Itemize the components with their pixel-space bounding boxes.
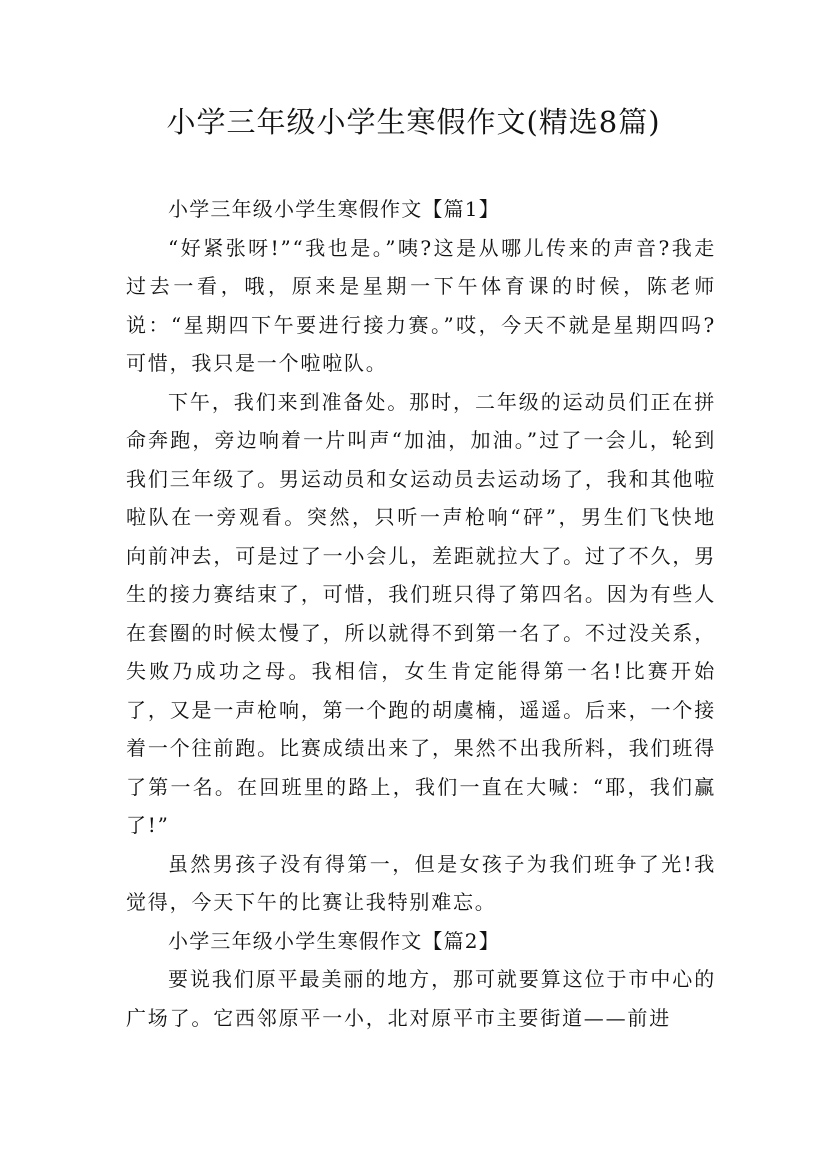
document-body [126, 190, 716, 1037]
paragraph: 下午，我们来到准备处。那时，二年级的运动员们正在拼命奔跑，旁边响着一片叫声“加油，加油。”过了一会儿，轮到我们三年级了。男运动员和女运动员去运动场了，我和其他啦啦队在一旁观看。突然，只听一声枪响“砰”，男生们飞快地向前冲去，可是过了一小会儿，差距就拉大了。过了不久，男生的接力赛结束了，可惜，我们班只得了第四名。因为有些人在套圈的时候太慢了，所以就得不到第一名了。不过没关系，失败乃成功之母。我相信，女生肯定能得第一名!比赛开始了，又是一声枪响，第一个跑的胡虞楠，遥遥。后来，一个接着一个往前跑。比赛成绩出来了，果然不出我所料，我们班得了第一名。在回班里的路上，我们一直在大喊：“耶，我们赢了!” [126, 389, 716, 837]
paragraph: “好紧张呀!”“我也是。”咦?这是从哪儿传来的声音?我走过去一看，哦，原来是星期一下午体育课的时候，陈老师说：“星期四下午要进行接力赛。”哎，今天不就是星期四吗?可惜，我只是一个啦啦队。 [126, 235, 716, 375]
section-heading: 小学三年级小学生寒假作文【篇2】 [168, 928, 500, 953]
document-title: 小学三年级小学生寒假作文(精选8篇) [166, 105, 661, 139]
paragraph: 虽然男孩子没有得第一，但是女孩子为我们班争了光!我觉得，今天下午的比赛让我特别难忘。 [126, 851, 716, 914]
paragraph: 要说我们原平最美丽的地方，那可就要算这位于市中心的广场了。它西邻原平一小，北对原平市主要街道——前进 [126, 967, 716, 1030]
section-heading: 小学三年级小学生寒假作文【篇1】 [168, 197, 500, 221]
